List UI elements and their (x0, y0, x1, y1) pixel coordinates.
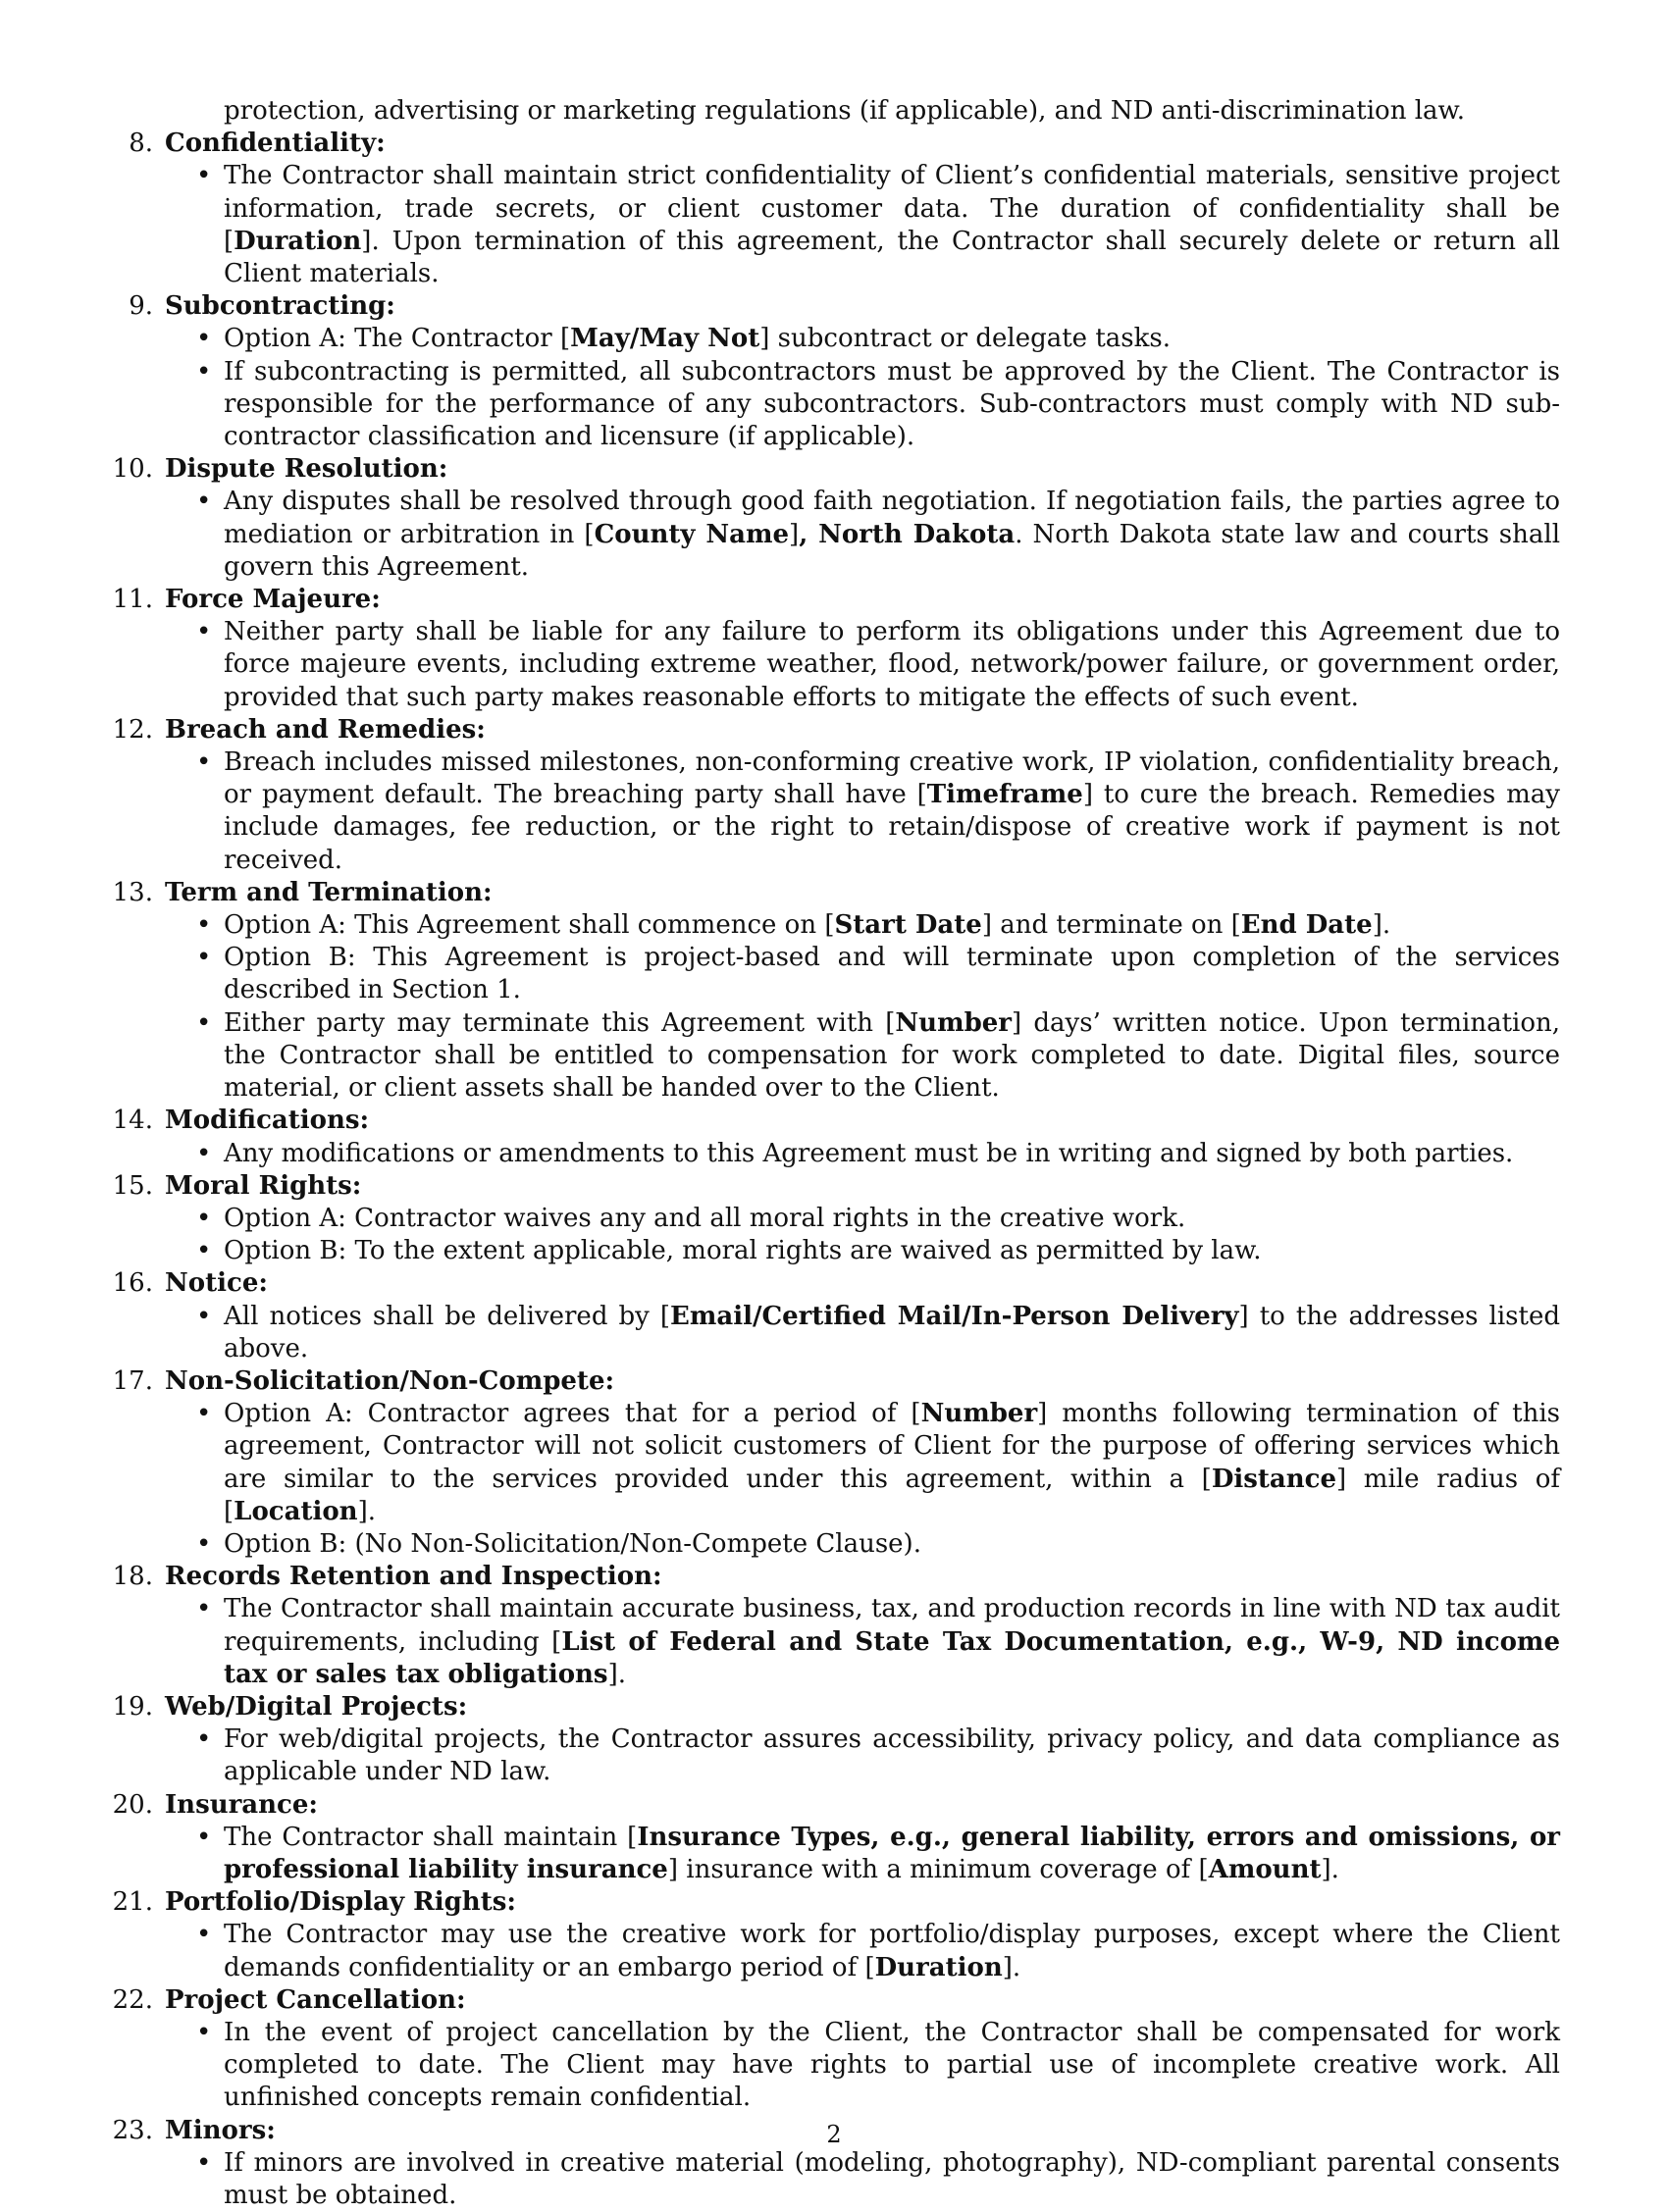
section-heading (112, 584, 1560, 616)
bullet-list (165, 616, 1560, 714)
clause-text: ]. (357, 1496, 377, 1526)
bullet-item (165, 1528, 1560, 1561)
section-heading (129, 290, 1560, 323)
section-number: 17. (112, 1365, 153, 1396)
bullet-item (165, 486, 1560, 584)
section-number: 15. (112, 1170, 153, 1201)
clause-text: In the event of project cancellation by the Client, the Contractor shall be compensated for work completed to date. The Client may have rights to partial use of incomplete creative work. All unfinished concepts remain confidential. (224, 2017, 1560, 2113)
section (108, 453, 1560, 584)
clause-text: Breach includes missed milestones, non-conforming creative work, IP violation, confidentiality breach, or payment default. The breaching party shall have [ (224, 747, 1560, 810)
clause-text: Option A: Contractor agrees that for a period of [ (224, 1399, 921, 1429)
bullet-item (165, 1301, 1560, 1365)
section (108, 128, 1560, 290)
section-heading (112, 1105, 1560, 1137)
section-number: 18. (112, 1562, 153, 1592)
bullet-item (165, 1398, 1560, 1528)
clause-text: . North Dakota state law and courts shall govern this Agreement. (224, 519, 1561, 582)
clause-text: If subcontracting is permitted, all subcontractors must be approved by the Client. The Contractor is responsible for the performance of any subcontractors. Sub-contractors must comply with ND sub-contractor classification and licensure (if applicable). (224, 356, 1560, 452)
clause-text: ] insurance with a minimum coverage of [ (667, 1854, 1209, 1884)
section-title: Subcontracting: (165, 291, 395, 322)
section-title: Non-Solicitation/Non-Compete: (165, 1365, 615, 1396)
bullet-item (165, 323, 1560, 355)
section-heading (112, 877, 1560, 909)
section-heading (112, 1789, 1560, 1822)
section-number: 12. (112, 714, 153, 745)
section (108, 1789, 1560, 1887)
section-heading (112, 1170, 1560, 1203)
section-number: 9. (129, 291, 153, 322)
clause-text: For web/digital projects, the Contractor assures accessibility, privacy policy, and data compliance as applicable under ND law. (224, 1724, 1560, 1787)
placeholder-field: Number (920, 1399, 1038, 1429)
bullet-list (165, 1723, 1560, 1788)
clause-text: ]. (1002, 1952, 1021, 1982)
section-number: 19. (112, 1691, 153, 1722)
section-title: Dispute Resolution: (165, 454, 448, 485)
section-number: 10. (112, 454, 153, 485)
clause-text: The Contractor may use the creative work for portfolio/display purposes, except where the Client demands confidentiality or an embargo period of [ (224, 1920, 1560, 1982)
section (108, 1170, 1560, 1268)
section-title: Portfolio/Display Rights: (165, 1887, 516, 1918)
bullet-list (165, 1301, 1560, 1365)
clause-text: ] to cure the breach. Remedies may include damages, fee reduction, or the right to retain/dispose of creative work if payment is not received. (224, 780, 1560, 875)
section-heading (112, 714, 1560, 746)
section-heading (112, 1886, 1560, 1919)
clause-text: Option A: Contractor waives any and all moral rights in the creative work. (224, 1203, 1186, 1233)
section-title: Modifications: (165, 1106, 370, 1136)
clause-text: ] and terminate on [ (981, 910, 1241, 941)
clause-text: If minors are involved in creative material (modeling, photography), ND-compliant parental consents must be obtained. (224, 2147, 1560, 2210)
bullet-list (165, 1593, 1560, 1691)
clause-text: Neither party shall be liable for any failure to perform its obligations under this Agreement due to force majeure events, including extreme weather, flood, network/power failure, or government order, provided that such party makes reasonable efforts to mitigate the effects of such event. (224, 617, 1560, 712)
clause-text: Any disputes shall be resolved through good faith negotiation. If negotiation fails, the parties agree to mediation or arbitration in [ (224, 487, 1560, 549)
placeholder-field: Email/Certified Mail/In-Person Delivery (670, 1301, 1239, 1331)
bullet-item (165, 1723, 1560, 1788)
section-title: Force Majeure: (165, 585, 381, 615)
bullet-list (165, 1919, 1560, 1983)
placeholder-field: Number (895, 1007, 1013, 1038)
section-title: Breach and Remedies: (165, 714, 486, 745)
section (108, 584, 1560, 714)
section (108, 714, 1560, 877)
bullet-list (165, 1398, 1560, 1561)
bullet-item (165, 1203, 1560, 1235)
section-number: 20. (112, 1789, 153, 1820)
placeholder-field: Distance (1211, 1464, 1337, 1494)
bullet-item (165, 909, 1560, 942)
clause-text: ] months following termination of this agreement, Contractor will not solicit customers of Client for the purpose of offering services which are similar to the services provided under this agreement, within a [ (224, 1399, 1560, 1494)
section-heading (112, 1984, 1560, 2017)
page-number: 2 (826, 2121, 842, 2148)
bullet-item (165, 616, 1560, 714)
bullet-item (165, 160, 1560, 290)
section-heading (112, 1561, 1560, 1593)
clause-text: Any modifications or amendments to this Agreement must be in writing and signed by both parties. (224, 1138, 1514, 1168)
bullet-item (165, 1919, 1560, 1983)
section-heading (112, 1365, 1560, 1398)
clause-text: The Contractor shall maintain accurate business, tax, and production records in line with ND tax audit requirements, including [ (224, 1594, 1560, 1657)
section-heading (112, 1267, 1560, 1300)
section-title: Web/Digital Projects: (165, 1691, 468, 1722)
clause-text: ] subcontract or delegate tasks. (759, 324, 1171, 354)
section (108, 1105, 1560, 1169)
placeholder-field: Duration (234, 226, 362, 256)
section-number: 23. (112, 2115, 153, 2145)
placeholder-field: County Name (594, 519, 790, 549)
clause-text: The Contractor shall maintain strict confidentiality of Client’s confidential materials, sensitive project information, trade secrets, or client customer data. The duration of confidentiality shall be [ (224, 161, 1560, 256)
clause-text: ] to the addresses listed above. (224, 1301, 1560, 1363)
clause-text: The Contractor shall maintain [ (224, 1822, 638, 1852)
clause-text: Either party may terminate this Agreement with [ (224, 1007, 896, 1038)
section (108, 1267, 1560, 1365)
section-number: 8. (129, 129, 153, 159)
section-title: Insurance: (165, 1789, 319, 1820)
clause-text: ]. (1372, 910, 1391, 941)
section (108, 1365, 1560, 1561)
placeholder-field: Location (234, 1496, 358, 1526)
continuation-text: protection, advertising or marketing regulations (if applicable), and ND anti-discrimination law. (224, 96, 1465, 126)
clause-text: ] days’ written notice. Upon termination, the Contractor shall be entitled to compensation for work completed to date. Digital files, source material, or client assets shall be handed over to the Client. (224, 1007, 1561, 1104)
section-title: Records Retention and Inspection: (165, 1562, 662, 1592)
placeholder-field: Timeframe (926, 780, 1083, 810)
bullet-list (165, 2147, 1560, 2212)
clause-text: ] (789, 519, 800, 549)
section (108, 1886, 1560, 1984)
sections-list (108, 128, 1560, 2212)
clause-text: Option B: (No Non-Solicitation/Non-Compete Clause). (224, 1528, 921, 1559)
bullet-item (165, 1235, 1560, 1267)
placeholder-field: Amount (1208, 1854, 1322, 1884)
section-heading (129, 128, 1560, 160)
section (108, 1984, 1560, 2115)
clause-text: Option B: To the extent applicable, moral rights are waived as permitted by law. (224, 1236, 1262, 1266)
clause-text: Option B: This Agreement is project-based and will terminate upon completion of the services described in Section 1. (224, 943, 1560, 1005)
section-heading (112, 1691, 1560, 1723)
placeholder-field: May/May Not (570, 324, 760, 354)
bullet-item (165, 356, 1560, 454)
bullet-list (165, 486, 1560, 584)
section-title: Confidentiality: (165, 129, 386, 159)
clause-text: Option A: The Contractor [ (224, 324, 571, 354)
section (108, 290, 1560, 453)
bullet-item (165, 1138, 1560, 1170)
section-number: 11. (112, 585, 153, 615)
bullet-item (165, 1822, 1560, 1886)
section (108, 1561, 1560, 1691)
clause-text: ]. (607, 1659, 626, 1689)
bullet-item (165, 1007, 1560, 1106)
bullet-list (165, 1138, 1560, 1170)
bullet-list (165, 160, 1560, 290)
bullet-list (165, 1822, 1560, 1886)
clause-text: ]. (1321, 1854, 1339, 1884)
section (108, 877, 1560, 1105)
placeholder-field: Start Date (834, 910, 982, 941)
section-title: Minors: (165, 2115, 276, 2145)
clause-text: ] mile radius of [ (224, 1464, 1560, 1526)
placeholder-field: , North Dakota (799, 519, 1016, 549)
bullet-item (165, 2147, 1560, 2212)
section-number: 13. (112, 877, 153, 907)
placeholder-field: List of Federal and State Tax Documentation, e.g., W-9, ND income tax or sales tax obligations (224, 1626, 1560, 1689)
clause-text: Option A: This Agreement shall commence on [ (224, 910, 835, 941)
section-number: 16. (112, 1268, 153, 1299)
placeholder-field: End Date (1240, 910, 1373, 941)
bullet-list (165, 323, 1560, 453)
bullet-item (165, 942, 1560, 1006)
section-title: Project Cancellation: (165, 1984, 466, 2015)
section-number: 21. (112, 1887, 153, 1918)
section-number: 22. (112, 1984, 153, 2015)
bullet-list (165, 909, 1560, 1105)
section-title: Term and Termination: (165, 877, 493, 907)
bullet-item (165, 1593, 1560, 1691)
bullet-list (165, 2017, 1560, 2115)
section (108, 1691, 1560, 1789)
bullet-list (165, 1203, 1560, 1267)
section-title: Moral Rights: (165, 1170, 362, 1201)
section-heading (112, 453, 1560, 486)
bullet-list (165, 746, 1560, 877)
clause-text: ]. Upon termination of this agreement, the Contractor shall securely delete or return all Client materials. (224, 226, 1560, 289)
placeholder-field: Duration (874, 1952, 1003, 1982)
section-title: Notice: (165, 1268, 268, 1299)
bullet-item (165, 746, 1560, 877)
clause-text: All notices shall be delivered by [ (224, 1301, 671, 1331)
section-number: 14. (112, 1106, 153, 1136)
placeholder-field: Insurance Types, e.g., general liability, errors and omissions, or professional liability insurance (224, 1822, 1561, 1884)
bullet-item (165, 2017, 1560, 2115)
